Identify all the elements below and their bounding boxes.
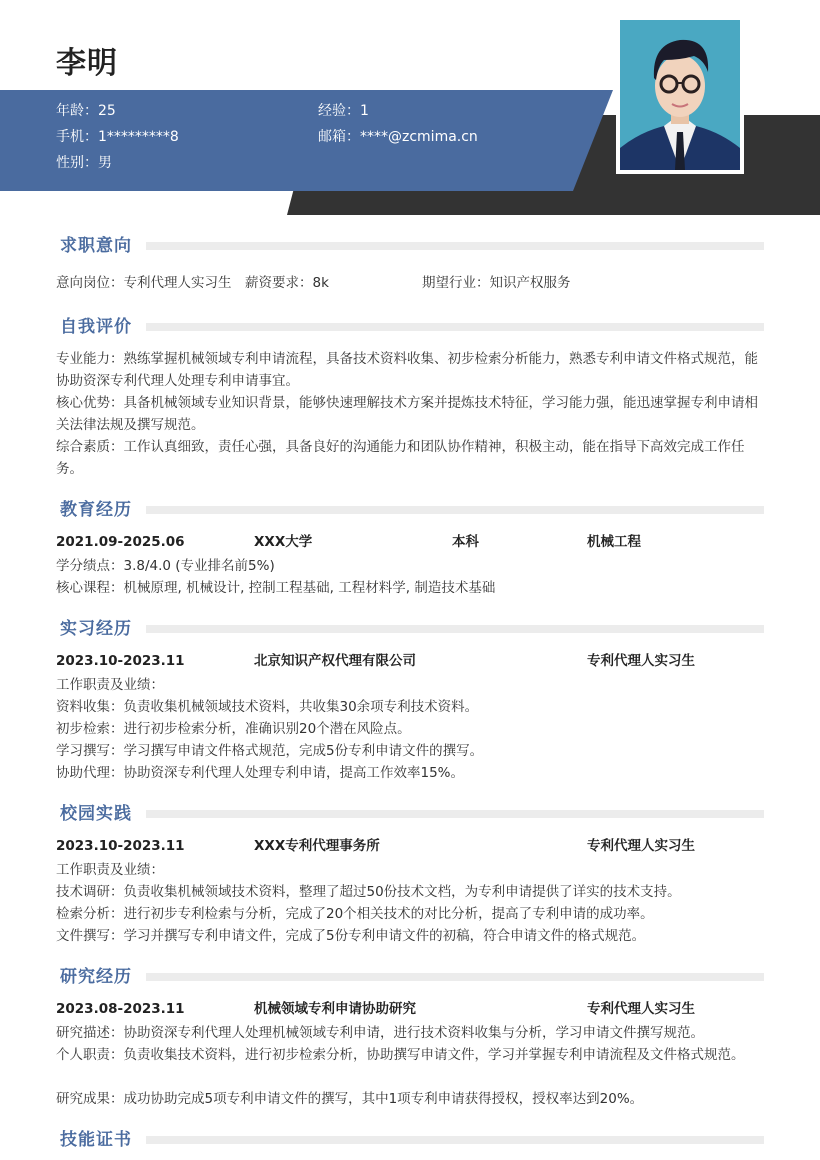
self-eval-paragraph: 专业能力：熟练掌握机械领域专利申请流程，具备技术资料收集、初步检索分析能力，熟悉专利申请文件格式规范，能协助资深专利代理人处理专利申请事宜。: [56, 351, 758, 389]
section-header-campus: [60, 803, 764, 825]
education-degree: 本科: [452, 534, 479, 550]
research-period: 2023.08-2023.11: [56, 1001, 185, 1017]
phone-field: 手机：1*********8: [56, 129, 179, 145]
section-title: 实习经历: [60, 619, 132, 639]
section-divider: [146, 1136, 764, 1144]
section-divider: [146, 810, 764, 818]
self-eval-paragraph: 核心优势：具备机械领域专业知识背景，能够快速理解技术方案并提炼技术特征，学习能力强，能迅速掌握专利申请相关法律法规及撰写规范。: [56, 395, 758, 433]
resume-header: [0, 0, 820, 220]
section-header-internship: [60, 618, 764, 640]
education-detail: 学分绩点：3.8/4.0 (专业排名前5%): [56, 558, 275, 574]
self-eval-paragraph: 综合素质：工作认真细致，责任心强，具备良好的沟通能力和团队协作精神，积极主动，能在指导下高效完成工作任务。: [56, 439, 745, 477]
experience-field: 经验：1: [318, 103, 369, 119]
section-header-research: [60, 966, 764, 988]
intent-position: 意向岗位：专利代理人实习生: [56, 275, 232, 291]
section-divider: [146, 323, 764, 331]
section-divider: [146, 506, 764, 514]
internship-period: 2023.10-2023.11: [56, 653, 185, 669]
campus-period: 2023.10-2023.11: [56, 838, 185, 854]
section-title: 研究经历: [60, 967, 132, 987]
candidate-name: 李明: [56, 46, 118, 81]
section-header-intent: [60, 235, 764, 257]
research-role: 专利代理人实习生: [587, 1001, 695, 1017]
internship-detail: 资料收集：负责收集机械领域技术资料，共收集30余项专利技术资料。: [56, 699, 479, 715]
education-school: XXX大学: [254, 534, 313, 550]
internship-detail: 学习撰写：学习撰写申请文件格式规范，完成5份专利申请文件的撰写。: [56, 743, 484, 759]
section-divider: [146, 242, 764, 250]
profile-photo-frame: [616, 16, 744, 174]
campus-detail: 技术调研：负责收集机械领域技术资料，整理了超过50份技术文档，为专利申请提供了详实的技术支持。: [56, 884, 681, 900]
campus-role: 专利代理人实习生: [587, 838, 695, 854]
campus-org: XXX专利代理事务所: [254, 838, 380, 854]
research-detail: 研究成果：成功协助完成5项专利申请文件的撰写，其中1项专利申请获得授权，授权率达到20%。: [56, 1091, 644, 1107]
internship-company: 北京知识产权代理有限公司: [254, 653, 416, 669]
section-title: 自我评价: [60, 317, 132, 337]
section-title: 技能证书: [60, 1130, 132, 1150]
section-header-skills: [60, 1129, 764, 1151]
section-header-education: [60, 499, 764, 521]
education-detail: 核心课程：机械原理, 机械设计, 控制工程基础, 工程材料学, 制造技术基础: [56, 580, 496, 596]
internship-detail: 协助代理：协助资深专利代理人处理专利申请，提高工作效率15%。: [56, 765, 465, 781]
internship-detail: 初步检索：进行初步检索分析，准确识别20个潜在风险点。: [56, 721, 411, 737]
research-project: 机械领域专利申请协助研究: [254, 1001, 416, 1017]
section-divider: [146, 973, 764, 981]
internship-role: 专利代理人实习生: [587, 653, 695, 669]
section-title: 求职意向: [60, 236, 132, 256]
email-field: 邮箱：****@zcmima.cn: [318, 129, 478, 145]
profile-photo-icon: [620, 20, 740, 170]
gender-field: 性别：男: [56, 155, 112, 171]
intent-salary: 薪资要求：8k: [245, 275, 329, 291]
section-divider: [146, 625, 764, 633]
age-field: 年龄：25: [56, 103, 116, 119]
education-period: 2021.09-2025.06: [56, 534, 185, 550]
internship-detail: 工作职责及业绩：: [56, 677, 164, 693]
campus-detail: 文件撰写：学习并撰写专利申请文件，完成了5份专利申请文件的初稿，符合申请文件的格式规范。: [56, 928, 646, 944]
section-title: 校园实践: [60, 804, 132, 824]
section-title: 教育经历: [60, 500, 132, 520]
campus-detail: 检索分析：进行初步专利检索与分析，完成了20个相关技术的对比分析，提高了专利申请的成功率。: [56, 906, 654, 922]
intent-industry: 期望行业：知识产权服务: [422, 275, 571, 291]
education-major: 机械工程: [587, 534, 641, 550]
campus-detail: 工作职责及业绩：: [56, 862, 164, 878]
research-detail: 研究描述：协助资深专利代理人处理机械领域专利申请，进行技术资料收集与分析，学习申请文件撰写规范。: [56, 1025, 704, 1041]
research-detail: 个人职责：负责收集技术资料，进行初步检索分析，协助撰写申请文件，学习并掌握专利申请流程及文件格式规范。: [56, 1047, 745, 1063]
section-header-self-eval: [60, 316, 764, 338]
